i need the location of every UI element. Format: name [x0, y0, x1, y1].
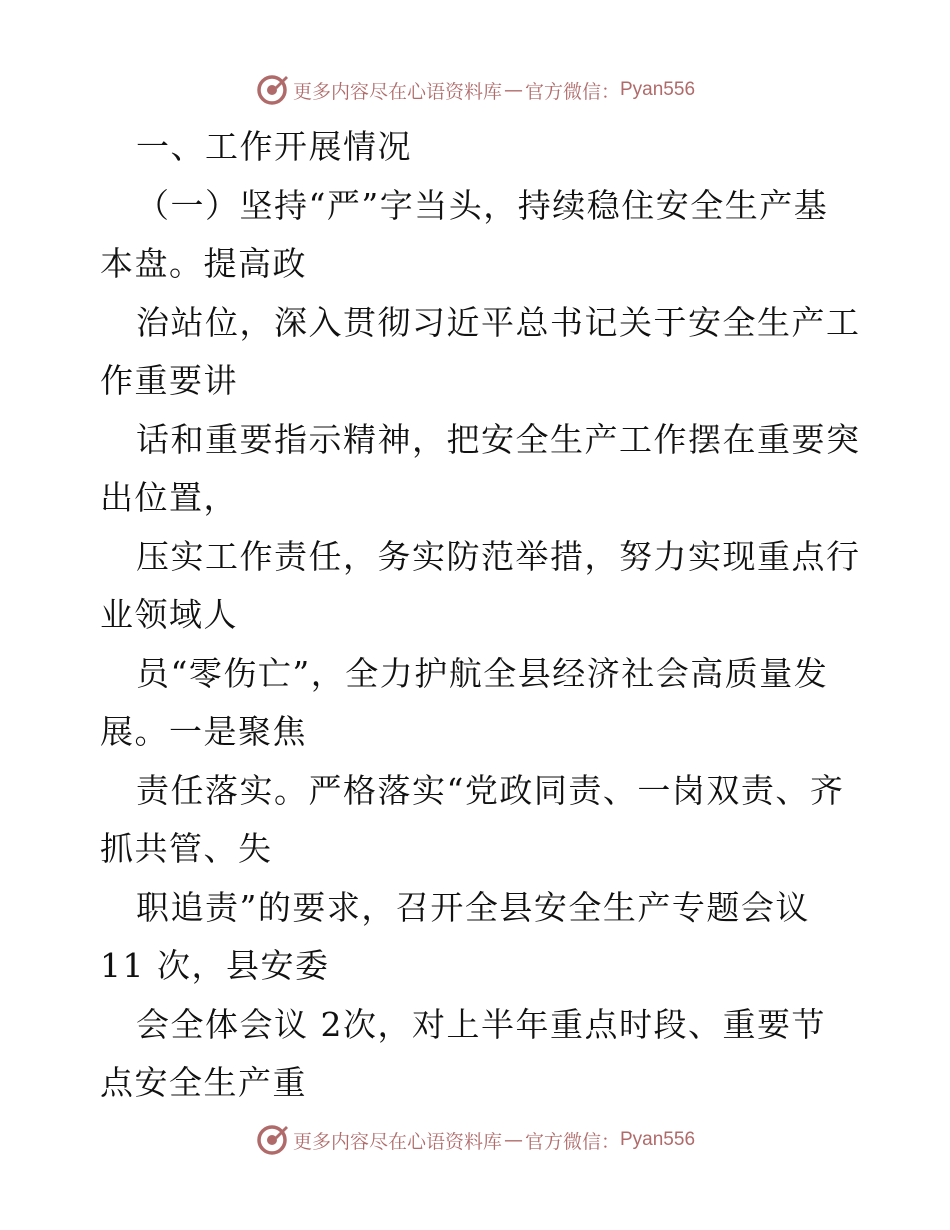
text-line: 一、工作开展情况	[136, 127, 412, 166]
watermark-text: 更多内容尽在心语资料库	[292, 1130, 502, 1153]
watermark-separator: —	[503, 1129, 523, 1151]
text-line: 职追责”的要求，召开全县安全生产专题会议	[136, 887, 810, 927]
text-line: 展。一是聚焦	[100, 712, 307, 751]
text-line: 员“零伤亡”，全力护航全县经济社会高质量发	[136, 653, 829, 693]
text-line: 业领域人	[100, 595, 238, 634]
text-line: 抓共管、失	[100, 829, 273, 868]
text-line: 责任落实。严格落实“党政同责、一岗双责、齐	[136, 770, 845, 810]
text-line: 话和重要指示精神，把安全生产工作摆在重要突	[136, 419, 861, 459]
watermark-text: 更多内容尽在心语资料库	[292, 80, 502, 103]
text-line: 11 次，县安委	[100, 946, 330, 985]
watermark-separator: —	[503, 79, 523, 101]
watermark-banner-top	[0, 70, 950, 110]
text-line: 出位置，	[100, 478, 238, 517]
text-line: 压实工作责任，务实防范举措，努力实现重点行	[136, 536, 861, 576]
watermark-wechat-id: Pyan556	[620, 1129, 696, 1150]
text-line: 点安全生产重	[100, 1063, 307, 1102]
watermark-logo-icon	[255, 1123, 289, 1157]
watermark-banner-bottom	[0, 1120, 950, 1160]
watermark-wechat-label: 官方微信：	[524, 1130, 620, 1153]
text-line: （一）坚持“严”字当头，持续稳住安全生产基	[136, 185, 829, 225]
watermark-wechat-id: Pyan556	[620, 79, 696, 100]
text-line: 作重要讲	[100, 361, 238, 400]
text-line: 本盘。提高政	[100, 244, 307, 283]
text-line: 治站位，深入贯彻习近平总书记关于安全生产工	[136, 302, 861, 342]
text-line: 会全体会议 2次，对上半年重点时段、重要节	[136, 1004, 826, 1044]
watermark-wechat-label: 官方微信：	[524, 80, 620, 103]
watermark-logo-icon	[255, 73, 289, 107]
document-body	[100, 118, 860, 1113]
